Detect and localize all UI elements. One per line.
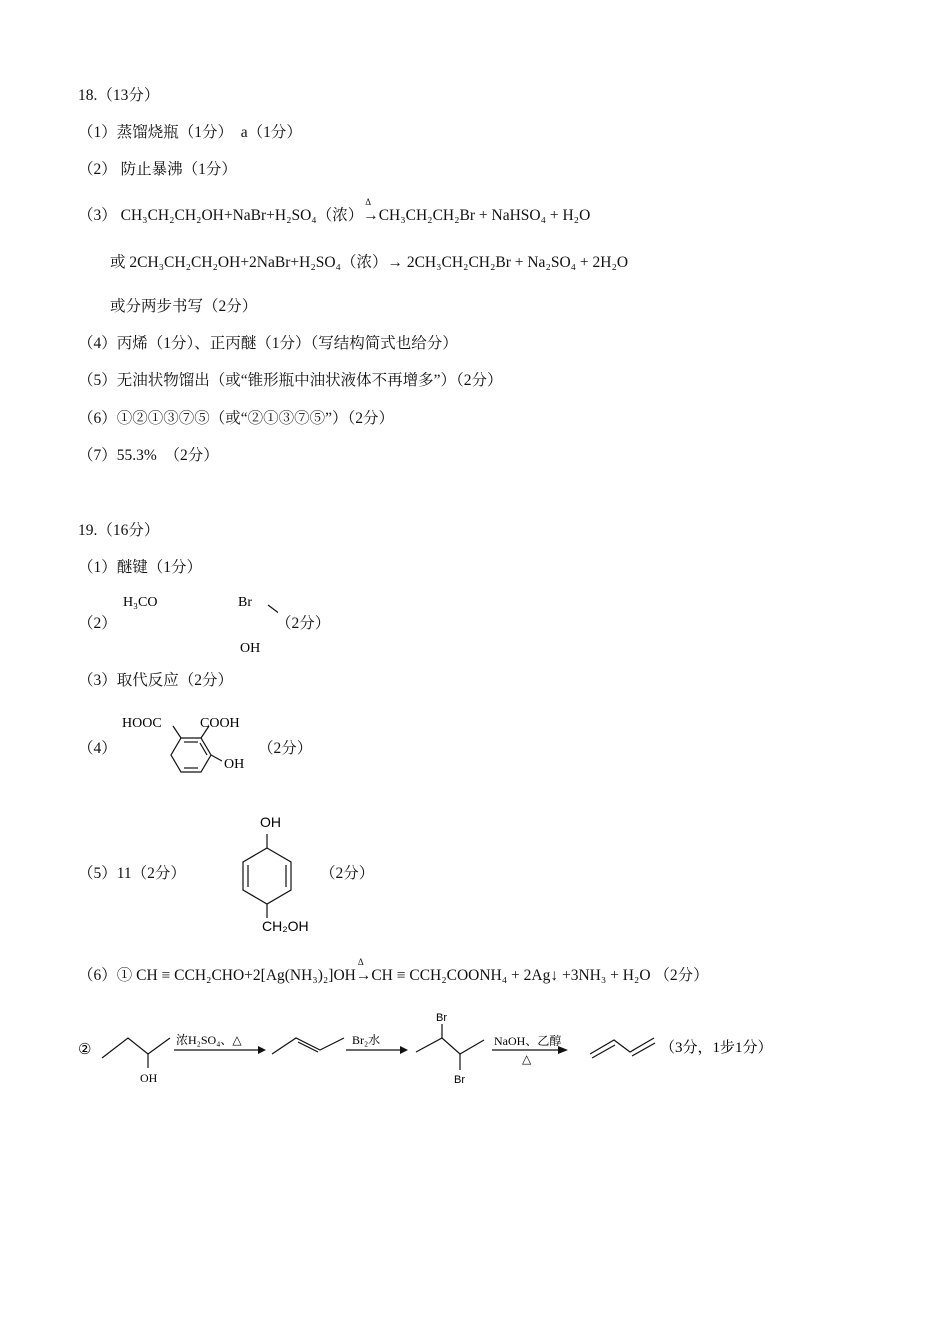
heat-arrow-icon-2: Δ → [355,957,372,984]
substituent-oh-6: OH [140,1071,158,1085]
q18-equation-1-left: CH₃CH₂CH₂OH+NaBr+H₂SO₄（浓） [120,207,364,224]
step-2-label: ② [78,1042,92,1058]
q19-answer-3: （3）取代反应（2分） [78,672,234,689]
hydroxybenzyl-alcohol-structure [232,810,332,940]
substituent-oh: OH [240,641,261,656]
q19-answer-6-label: （6）① [78,967,133,984]
reagent-1: 浓H₂SO₄、△ [176,1033,242,1047]
q18-answer-6: （6）①②①③⑦⑤（或“②①③⑦⑤”）（2分） [78,410,395,427]
q18-equation-1-right: CH₃CH₂CH₂Br + NaHSO₄ + H₂O [378,207,591,224]
substituent-oh-5: OH [260,814,281,830]
q18-answer-3-note: 或分两步书写（2分） [110,298,258,315]
q18-answer-2: （2） 防止暴沸（1分） [78,161,237,178]
q19-equation-right: CH ≡ CCH₂COONH₄ + 2Ag↓ +3NH₃ + H₂O [371,967,651,984]
substituent-cooh: COOH [200,716,240,731]
q19-answer-2-label: （2） [78,615,117,632]
q19-answer-4-score: （2分） [258,740,313,757]
q18-answer-1: （1）蒸馏烧瓶（1分） a（1分） [78,124,302,141]
q19-answer-2-score: （2分） [276,615,331,632]
q19-answer-6-score: （2分） [654,967,709,984]
substituent-hooc: HOOC [122,716,162,731]
q19-answer-5-label: （5）11（2分） [78,865,186,882]
substituent-br: Br [238,595,252,610]
reagent-3: NaOH、乙醇 [494,1034,562,1048]
heat-arrow-icon: Δ → [363,197,379,224]
q18-answer-3 [78,197,591,226]
q18-answer-5: （5）无油状物馏出（或“锥形瓶中油状液体不再增多”）（2分） [78,372,503,389]
q18-header: 18.（13分） [78,87,160,104]
q19-header: 19.（16分） [78,522,160,539]
substituent-ch2oh: CH₂OH [262,918,309,934]
bromo-methoxyphenol-structure [118,590,278,660]
q18-equation-2: 或 2CH₃CH₂CH₂OH+2NaBr+H₂SO₄（浓）→ 2CH₃CH₂CH₂Br + Na₂SO₄ + 2H₂O [110,254,629,271]
q18-answer-7: （7）55.3% （2分） [78,447,219,464]
bromine-1: Br [436,1012,447,1024]
bromine-2: Br [454,1074,465,1086]
substituent-oh-4: OH [224,757,245,772]
carboxyphenol-structure [118,710,258,790]
q18-answer-3-label: （3） [78,207,117,224]
arrow-head-2 [400,1046,408,1054]
reagent-3-condition: △ [522,1052,532,1066]
reagent-2: Br₂水 [352,1033,381,1047]
q19-answer-6-1 [78,957,709,986]
q19-equation-left: CH ≡ CCH₂CHO+2[Ag(NH₃)₂]OH [136,967,356,984]
step-2-score: （3分，1步1分） [660,1040,773,1056]
substituent-h3co: H₃CO [123,595,158,610]
synthesis-route [70,1010,870,1090]
q19-answer-1: （1）醚键（1分） [78,559,203,576]
q18-answer-4: （4）丙烯（1分）、正丙醚（1分）（写结构简式也给分） [78,335,458,352]
q19-answer-4-label: （4） [78,740,117,757]
arrow-head-1 [258,1046,266,1054]
q19-answer-5-score: （2分） [320,865,375,882]
